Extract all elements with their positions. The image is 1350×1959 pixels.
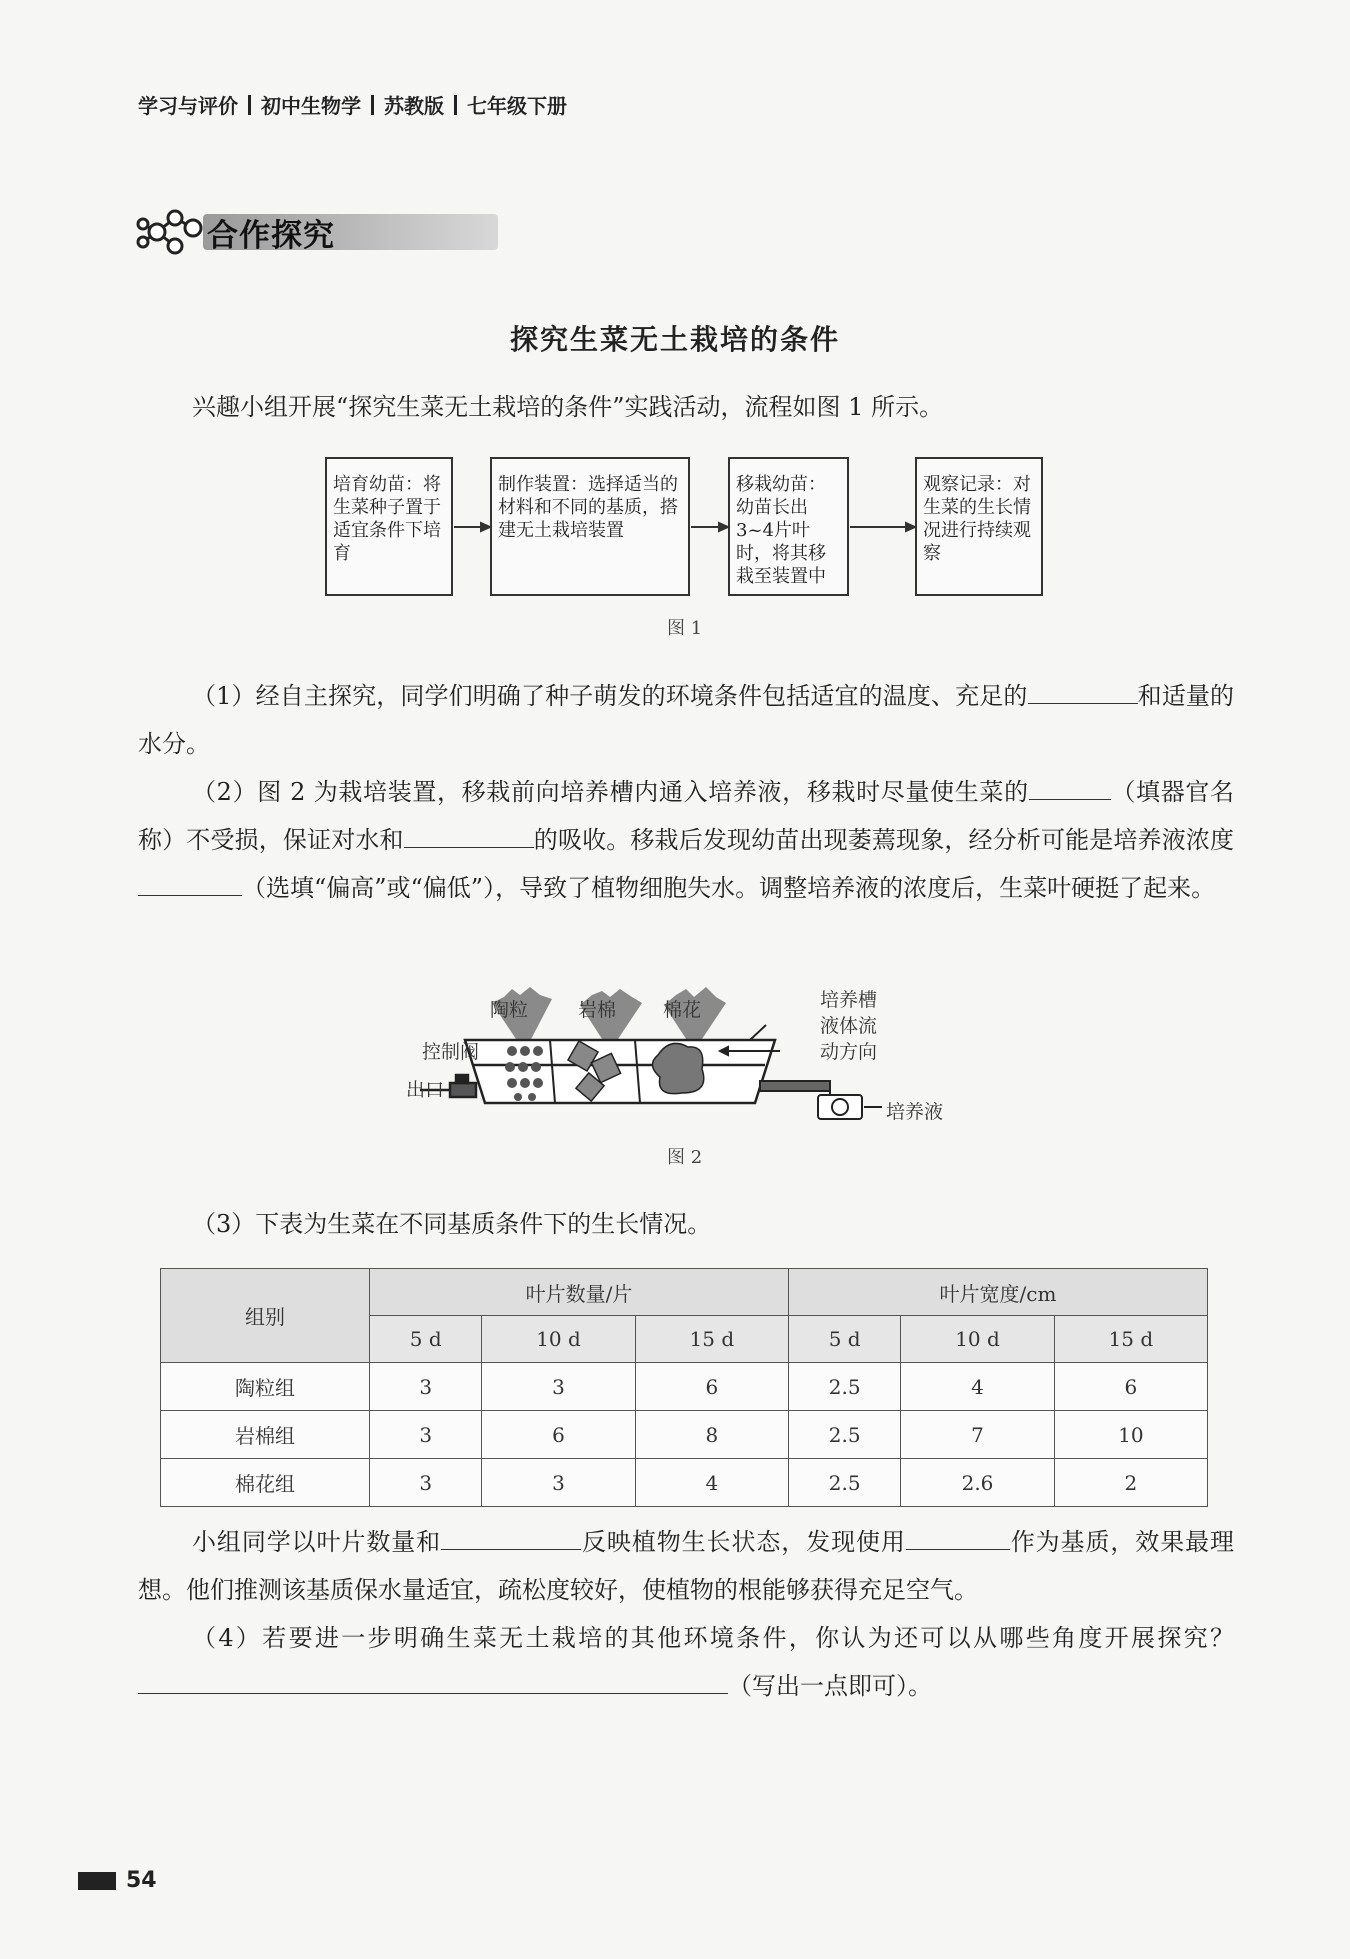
table-cell: 3	[370, 1363, 482, 1411]
label-flow-direction-2: 动方向	[820, 1041, 878, 1063]
header-separator	[454, 95, 457, 115]
table-cell: 10	[1054, 1411, 1207, 1459]
table-header-day: 5 d	[370, 1316, 482, 1363]
label-nutrient-solution: 培养液	[886, 1101, 944, 1123]
header-book-series: 学习与评价	[138, 94, 238, 118]
question-3-intro: （3）下表为生菜在不同基质条件下的生长情况。	[192, 1210, 712, 1238]
table-row	[161, 1459, 1208, 1507]
question-2	[138, 768, 1234, 912]
header-subject: 初中生物学	[261, 94, 361, 118]
table-cell: 2.6	[901, 1459, 1054, 1507]
question-1	[138, 672, 1234, 768]
running-header	[138, 90, 567, 119]
table-cell: 4	[635, 1459, 788, 1507]
header-grade: 七年级下册	[467, 94, 567, 118]
question-4-text-end: （写出一点即可）。	[728, 1672, 932, 1700]
question-3-followup	[138, 1518, 1234, 1614]
table-header-leaf-count: 叶片数量/片	[370, 1269, 789, 1316]
table-header-day: 15 d	[1054, 1316, 1207, 1363]
table-cell: 6	[482, 1411, 635, 1459]
section-badge	[135, 200, 365, 256]
answer-blank-absorb[interactable]	[404, 821, 534, 848]
question-4	[138, 1614, 1234, 1710]
table-row-name: 陶粒组	[161, 1363, 370, 1411]
table-cell: 6	[635, 1363, 788, 1411]
table-cell: 2	[1054, 1459, 1207, 1507]
flow-step-1: 培育幼苗：将生菜种子置于适宜条件下培育	[325, 457, 453, 596]
table-header-group: 组别	[161, 1269, 370, 1363]
intro-paragraph: 兴趣小组开展“探究生菜无土栽培的条件”实践活动，流程如图 1 所示。	[192, 393, 944, 421]
flow-step-3: 移栽幼苗：幼苗长出3~4片叶时，将其移栽至装置中	[728, 457, 849, 596]
table-cell: 4	[901, 1363, 1054, 1411]
table-row-name: 岩棉组	[161, 1411, 370, 1459]
figure1-flowchart	[325, 457, 1045, 602]
question-2-text-a: （2）图 2 为栽培装置，移栽前向培养槽内通入培养液，移栽时尽量使生菜的	[192, 778, 1029, 806]
figure1-caption: 图 1	[667, 618, 703, 639]
page-number-block	[78, 1872, 116, 1890]
table-row-name: 棉花组	[161, 1459, 370, 1507]
table-cell: 3	[370, 1459, 482, 1507]
header-edition: 苏教版	[384, 94, 444, 118]
answer-blank-indicator[interactable]	[441, 1523, 581, 1550]
table-cell: 2.5	[788, 1363, 900, 1411]
flow-step-4: 观察记录：对生菜的生长情况进行持续观察	[915, 457, 1043, 596]
table-header-leaf-width: 叶片宽度/cm	[788, 1269, 1207, 1316]
label-rock-wool: 岩棉	[578, 999, 617, 1021]
page-number-text: 54	[126, 1868, 157, 1893]
question-3-text-c: 作为基质，效果最理想。他们推测该基质保水量适宜，疏松度较好，使植物的根能够获得充足空气。	[138, 1528, 1235, 1604]
table-cell: 2.5	[788, 1411, 900, 1459]
flow-step-2: 制作装置：选择适当的材料和不同的基质，搭建无土栽培装置	[490, 457, 690, 596]
question-2-text-d: （选填“偏高”或“偏低”），导致了植物细胞失水。调整培养液的浓度后，生菜叶硬挺了起来。	[242, 874, 1216, 902]
table-row	[161, 1363, 1208, 1411]
question-3-text-b: 反映植物生长状态，发现使用	[581, 1528, 906, 1556]
label-ceramsite: 陶粒	[490, 999, 529, 1021]
question-2-text-c: 的吸收。移栽后发现幼苗出现萎蔫现象，经分析可能是培养液浓度	[533, 826, 1235, 854]
table-cell: 8	[635, 1411, 788, 1459]
figure2-caption: 图 2	[667, 1147, 703, 1168]
header-separator	[371, 95, 374, 115]
label-trough: 培养槽	[820, 989, 878, 1011]
table-cell: 3	[482, 1363, 635, 1411]
label-flow-direction-1: 液体流	[820, 1015, 878, 1037]
answer-blank-1[interactable]	[1028, 677, 1138, 704]
page-number	[78, 1868, 157, 1893]
table-cell: 7	[901, 1411, 1054, 1459]
table-cell: 3	[370, 1411, 482, 1459]
table-cell: 6	[1054, 1363, 1207, 1411]
question-2-text-b: （填器官名称）不受损，保证对水和	[138, 778, 1235, 854]
question-1-text-end: 和适量的水分。	[138, 682, 1234, 758]
question-1-text: （1）经自主探究，同学们明确了种子萌发的环境条件包括适宜的温度、充足的	[192, 682, 1028, 710]
answer-blank-organ[interactable]	[1029, 773, 1111, 800]
answer-blank-substrate[interactable]	[906, 1523, 1010, 1550]
section-label: 合作探究	[207, 218, 335, 254]
table-cell: 3	[482, 1459, 635, 1507]
molecule-icon	[135, 204, 205, 260]
table-header-row	[161, 1269, 1208, 1316]
label-cotton: 棉花	[663, 999, 702, 1021]
figure2-apparatus	[406, 985, 960, 1130]
question-4-text: （4）若要进一步明确生菜无土栽培的其他环境条件，你认为还可以从哪些角度开展探究？	[192, 1624, 1234, 1652]
table-cell: 2.5	[788, 1459, 900, 1507]
label-control-valve: 控制阀	[422, 1041, 480, 1063]
label-outlet: 出口	[406, 1079, 445, 1101]
table-row	[161, 1411, 1208, 1459]
header-separator	[248, 95, 251, 115]
growth-table	[160, 1268, 1208, 1507]
question-3-text-a: 小组同学以叶片数量和	[192, 1528, 442, 1556]
table-header-day: 15 d	[635, 1316, 788, 1363]
answer-blank-concentration[interactable]	[138, 869, 242, 896]
activity-title: 探究生菜无土栽培的条件	[509, 323, 840, 356]
table-header-day: 10 d	[482, 1316, 635, 1363]
table-header-day: 5 d	[788, 1316, 900, 1363]
answer-blank-explore[interactable]	[138, 1667, 728, 1694]
table-header-day: 10 d	[901, 1316, 1054, 1363]
